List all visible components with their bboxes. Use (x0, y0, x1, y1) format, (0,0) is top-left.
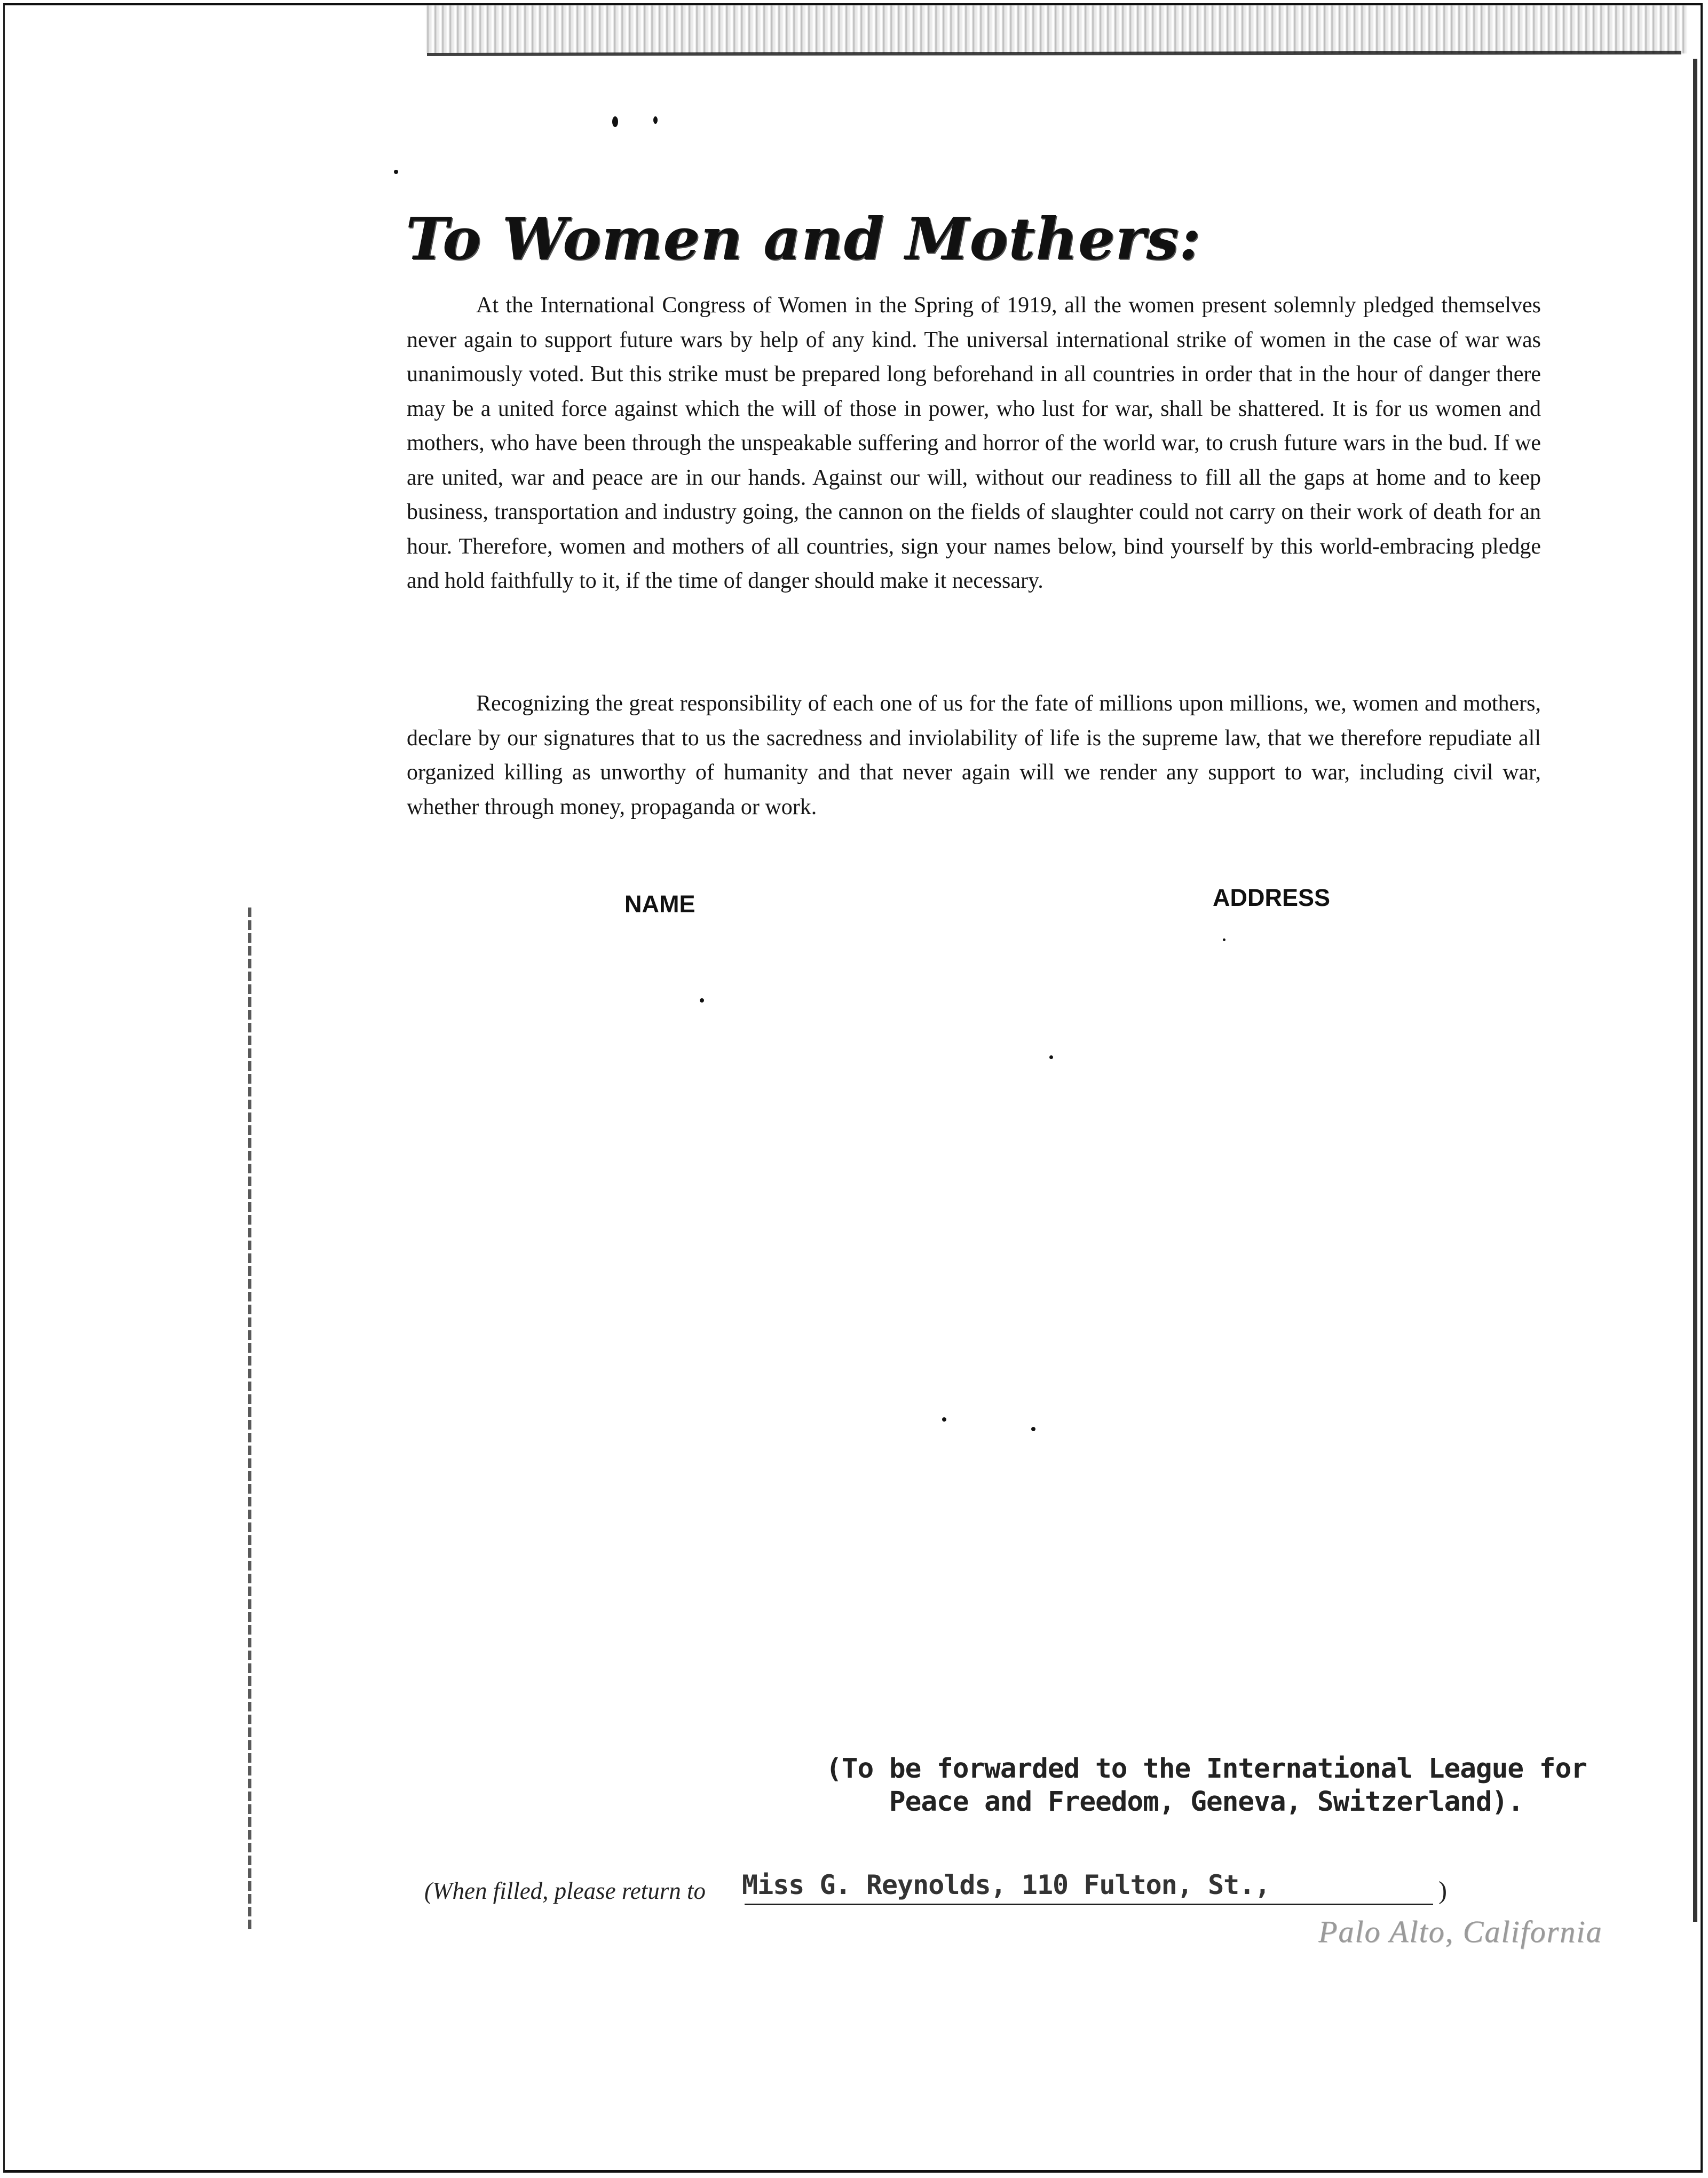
pledge-paragraph-2 (407, 686, 1541, 824)
ink-speck (1049, 1055, 1053, 1059)
return-prefix: (When filled, please return to (424, 1877, 706, 1904)
scan-artifact-top (427, 5, 1687, 53)
paragraph-text: Recognizing the great responsibility of each one of us for the fate of millions upon millions, we, women and mothers, declare by our signatures that to us the sacredness and inviolability of life is the supreme law, that we therefore repudiate all organized killing as unworthy of humanity and that never again will we render any support to war, including civil war, whether through money, propaganda or work. (407, 691, 1541, 819)
return-instruction (424, 1869, 1577, 1910)
ink-speck (1223, 938, 1225, 941)
pledge-paragraph-1 (407, 288, 1541, 598)
name-column-label: NAME (624, 890, 695, 918)
address-column-label: ADDRESS (1213, 884, 1331, 911)
ink-speck (1031, 1427, 1035, 1431)
return-close-paren: ) (1438, 1876, 1447, 1905)
right-edge-rule (1693, 59, 1697, 1922)
return-address-typed: Miss G. Reynolds, 110 Fulton, St., (742, 1869, 1270, 1900)
paragraph-text: At the International Congress of Women in the Spring of 1919, all the women present solemnly pledged themselves never again to support future wars by help of any kind. The universal international strike of women in the case of war was unanimously voted. But this strike must be prepared long beforehand in all countries in order that in the hour of danger there may be a united force against which the will of those in power, who lust for war, shall be shattered. It is for us women and mothers, who have been through the unspeakable suffering and horror of the world war, to crush future wars in the bud. If we are united, war and peace are in our hands. Against our will, without our readiness to fill all the gaps at home and to keep business, transportation and industry going, the cannon on the fields of slaughter could not carry on their work of death for an hour. Therefore, women and mothers of all countries, sign your names below, bind yourself by this world-embracing pledge and hold faithfully to it, if the time of danger should make it necessary. (407, 293, 1541, 593)
city-stamp: Palo Alto, California (1318, 1914, 1603, 1949)
page-title: To Women and Mothers: (406, 206, 1201, 273)
left-fold-line (248, 908, 251, 1932)
ink-speck (394, 170, 398, 174)
ink-speck (942, 1417, 946, 1422)
ink-speck (653, 116, 658, 124)
ink-speck (700, 998, 704, 1003)
ink-speck (612, 116, 618, 127)
forward-note: (To be forwarded to the International League for Peace and Freedom, Geneva, Switzerland). (826, 1753, 1587, 1818)
